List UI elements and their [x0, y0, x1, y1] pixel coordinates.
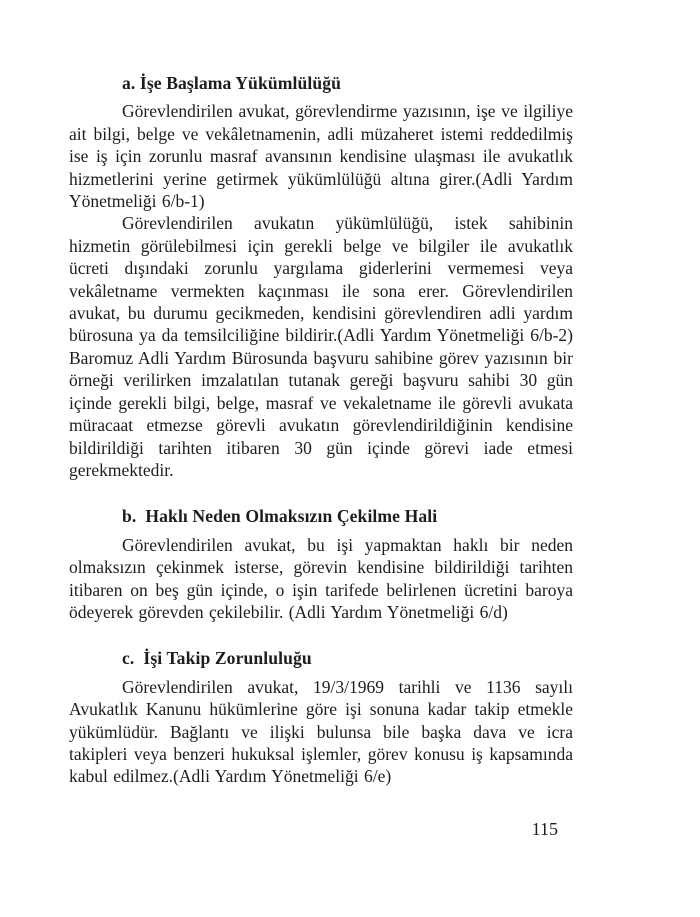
page-content: [69, 72, 573, 788]
section-b-paragraph-1: Görevlendirilen avukat, bu işi yapmaktan haklı bir neden olmaksızın çekinmek isterse, görevin kendisine bildirildiği tarihten itibaren on beş gün içinde, o işin tarifede belirlenen ücretini baroya ödeyerek görevden çekilebilir. (Adli Yardım Yönetmeliği 6/d): [69, 534, 573, 622]
section-a-heading: a. İşe Başlama Yükümlülüğü: [122, 73, 341, 93]
section-c-paragraph-1: Görevlendirilen avukat, 19/3/1969 tarihli ve 1136 sayılı Avukatlık Kanunu hükümlerine göre işi sonuna kadar takip etmekle yükümlüdür. Bağlantı ve ilişki bulunsa bile başka dava ve icra takipleri veya benzeri hukuksal işlemler, görev konusu iş kapsamında kabul edilmez.(Adli Yardım Yönetmeliği 6/e): [69, 676, 573, 787]
page-number: 115: [531, 819, 558, 839]
section-a-paragraph-1: Görevlendirilen avukat, görevlendirme yazısının, işe ve ilgiliye ait bilgi, belge ve vekâletnamenin, adli müzaheret istemi reddedilmiş ise iş için zorunlu masraf avansının kendisine ulaşması ile avukatlık hizmetlerini yerine getirmek yükümlülüğü altına girer.(Adli Yardım Yönetmeliği 6/b-1): [69, 101, 573, 212]
section-b-heading: b. Haklı Neden Olmaksızın Çekilme Hali: [122, 506, 438, 527]
section-a-paragraph-2: Görevlendirilen avukatın yükümlülüğü, istek sahibinin hizmetin görülebilmesi için gerekli belge ve bilgiler ile avukatlık ücreti dışındaki zorunlu yargılama giderlerini vermemesi veya vekâletname vermekten kaçınması ile sona erer. Görevlendirilen avukat, bu durumu gecikmeden, kendisini görevlendiren adli yardım bürosuna ya da temsilciliğine bildirir.(Adli Yardım Yönetmeliği 6/b-2) Baromuz Adli Yardım Bürosunda başvuru sahibine görev yazısının bir örneği verilirken imzalatılan tutanak gereği başvuru sahibi 30 gün içinde gerekli bilgi, belge, masraf ve vekaletname ile görevli avukata müracaat etmezse görevli avukatın görevlendirildiğinin kendisine bildirildiği tarihten itibaren 30 gün içinde görevi iade etmesi gerekmektedir.: [69, 213, 573, 480]
section-c-heading: c. İşi Takip Zorunluluğu: [122, 648, 312, 669]
